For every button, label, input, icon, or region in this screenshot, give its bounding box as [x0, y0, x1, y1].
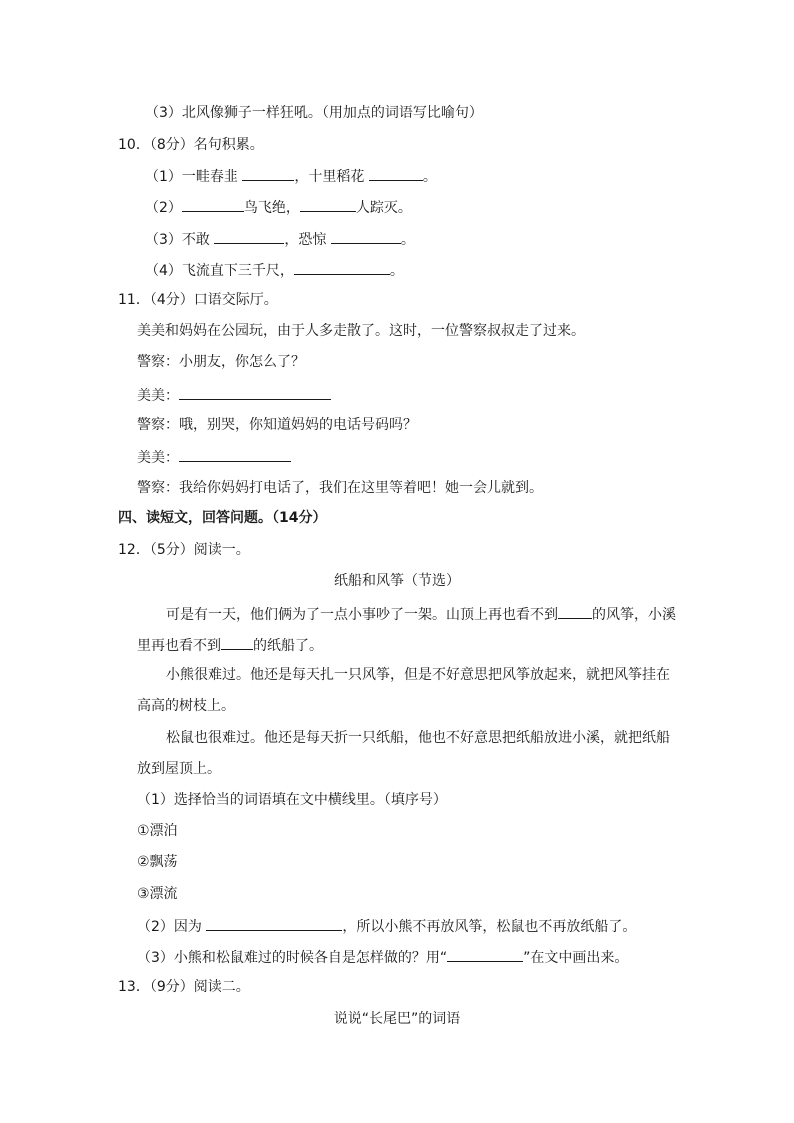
q10-line3 [145, 229, 415, 247]
q13-title: 13．（9分）阅读二。 [118, 979, 250, 995]
q12-sub1: （1）选择恰当的词语填在文中横线里。（填序号） [137, 792, 447, 808]
q12-para1-text-b: 的风筝，小溪 [592, 607, 676, 623]
q10-line2-text-c: 人踪灭。 [355, 200, 412, 216]
q9-sub3: （3）北风像狮子一样狂吼。（用加点的词语写比喻句） [145, 105, 483, 121]
q12-para1-text-d: 的纸船了。 [253, 638, 323, 654]
q11-speaker-meimei-1: 美美： [137, 388, 179, 404]
q11-title: 11．（4分）口语交际厅。 [118, 292, 278, 308]
q10-line1-text-a: （1）一畦春韭 [145, 169, 238, 185]
q12-para1-text-c: 里再也看不到 [137, 638, 221, 654]
q12-option-1: ①漂泊 [137, 823, 178, 839]
q12-passage-blank-2[interactable] [221, 635, 253, 650]
q10-line4-end: 。 [389, 263, 404, 279]
q10-line4 [145, 260, 404, 278]
q10-blank-1[interactable] [242, 166, 294, 181]
q12-para3-line2: 放到屋顶上。 [137, 761, 221, 777]
q10-title: 10．（8分）名句积累。 [118, 137, 264, 153]
q10-line2 [145, 197, 412, 215]
q12-para3-line1: 松鼠也很难过。他还是每天折一只纸船，他也不好意思把纸船放进小溪，就把纸船 [166, 730, 670, 746]
q12-title: 12．（5分）阅读一。 [118, 542, 250, 558]
q12-sub3-text-b: ”在文中画出来。 [523, 950, 629, 966]
q10-blank-5[interactable] [214, 229, 284, 244]
q12-para1-line2 [137, 635, 323, 653]
q10-line3-text-a: （3）不敢 [145, 232, 210, 248]
section-4-heading: 四、读短文，回答问题。（14分） [118, 510, 327, 526]
q10-line1 [145, 166, 437, 184]
q12-para2-line2: 高高的树枝上。 [137, 698, 235, 714]
q12-sub3 [137, 947, 628, 965]
q10-line3-text-b: ，恐惊 [284, 232, 327, 248]
q11-answer-blank-1[interactable] [179, 385, 331, 400]
q10-line2-text-a: （2） [145, 200, 182, 216]
q11-answer-blank-2[interactable] [179, 447, 291, 462]
q12-passage-blank-1[interactable] [558, 604, 592, 619]
q10-line3-end: 。 [400, 232, 415, 248]
q12-sub2-text-b: ，所以小熊不再放风筝，松鼠也不再放纸船了。 [342, 919, 637, 935]
q12-sub3-underline-mark [447, 947, 523, 962]
q11-dialogue-4 [137, 447, 291, 465]
q11-dialogue-3: 警察：哦，别哭，你知道妈妈的电话号码吗？ [137, 417, 417, 433]
q10-line1-text-b: ，十里稻花 [294, 169, 365, 185]
q12-para2-line1: 小熊很难过。他还是每天扎一只风筝，但是不好意思把风筝放起来，就把风筝挂在 [166, 667, 670, 683]
q10-blank-2[interactable] [369, 166, 423, 181]
q11-speaker-meimei-2: 美美： [137, 450, 179, 466]
q12-sub2 [137, 916, 636, 934]
q10-blank-7[interactable] [294, 260, 390, 275]
q10-blank-6[interactable] [331, 229, 401, 244]
q13-passage-title: 说说“长尾巴”的词语 [333, 1011, 461, 1027]
q12-option-2: ②飘荡 [137, 854, 178, 870]
q12-para1-line1 [166, 604, 676, 622]
q12-sub2-text-a: （2）因为 [137, 919, 202, 935]
q11-intro: 美美和妈妈在公园玩，由于人多走散了。这时，一位警察叔叔走了过来。 [137, 323, 585, 339]
q10-line2-text-b: 鸟飞绝， [243, 200, 300, 216]
q12-passage-title: 纸船和风筝（节选） [334, 573, 460, 589]
q12-option-3: ③漂流 [137, 886, 178, 902]
q12-para1-text-a: 可是有一天，他们俩为了一点小事吵了一架。山顶上再也看不到 [166, 607, 558, 623]
q10-line4-text-a: （4）飞流直下三千尺， [145, 263, 294, 279]
q10-blank-3[interactable] [182, 197, 244, 212]
q12-sub3-text-a: （3）小熊和松鼠难过的时候各自是怎样做的？用“ [137, 950, 448, 966]
q11-dialogue-5: 警察：我给你妈妈打电话了，我们在这里等着吧！她一会儿就到。 [137, 480, 543, 496]
q11-dialogue-2 [137, 385, 331, 403]
q11-dialogue-1: 警察：小朋友，你怎么了？ [137, 354, 305, 370]
q12-sub2-blank[interactable] [206, 916, 342, 931]
q10-blank-4[interactable] [300, 197, 356, 212]
q10-line1-end: 。 [422, 169, 437, 185]
